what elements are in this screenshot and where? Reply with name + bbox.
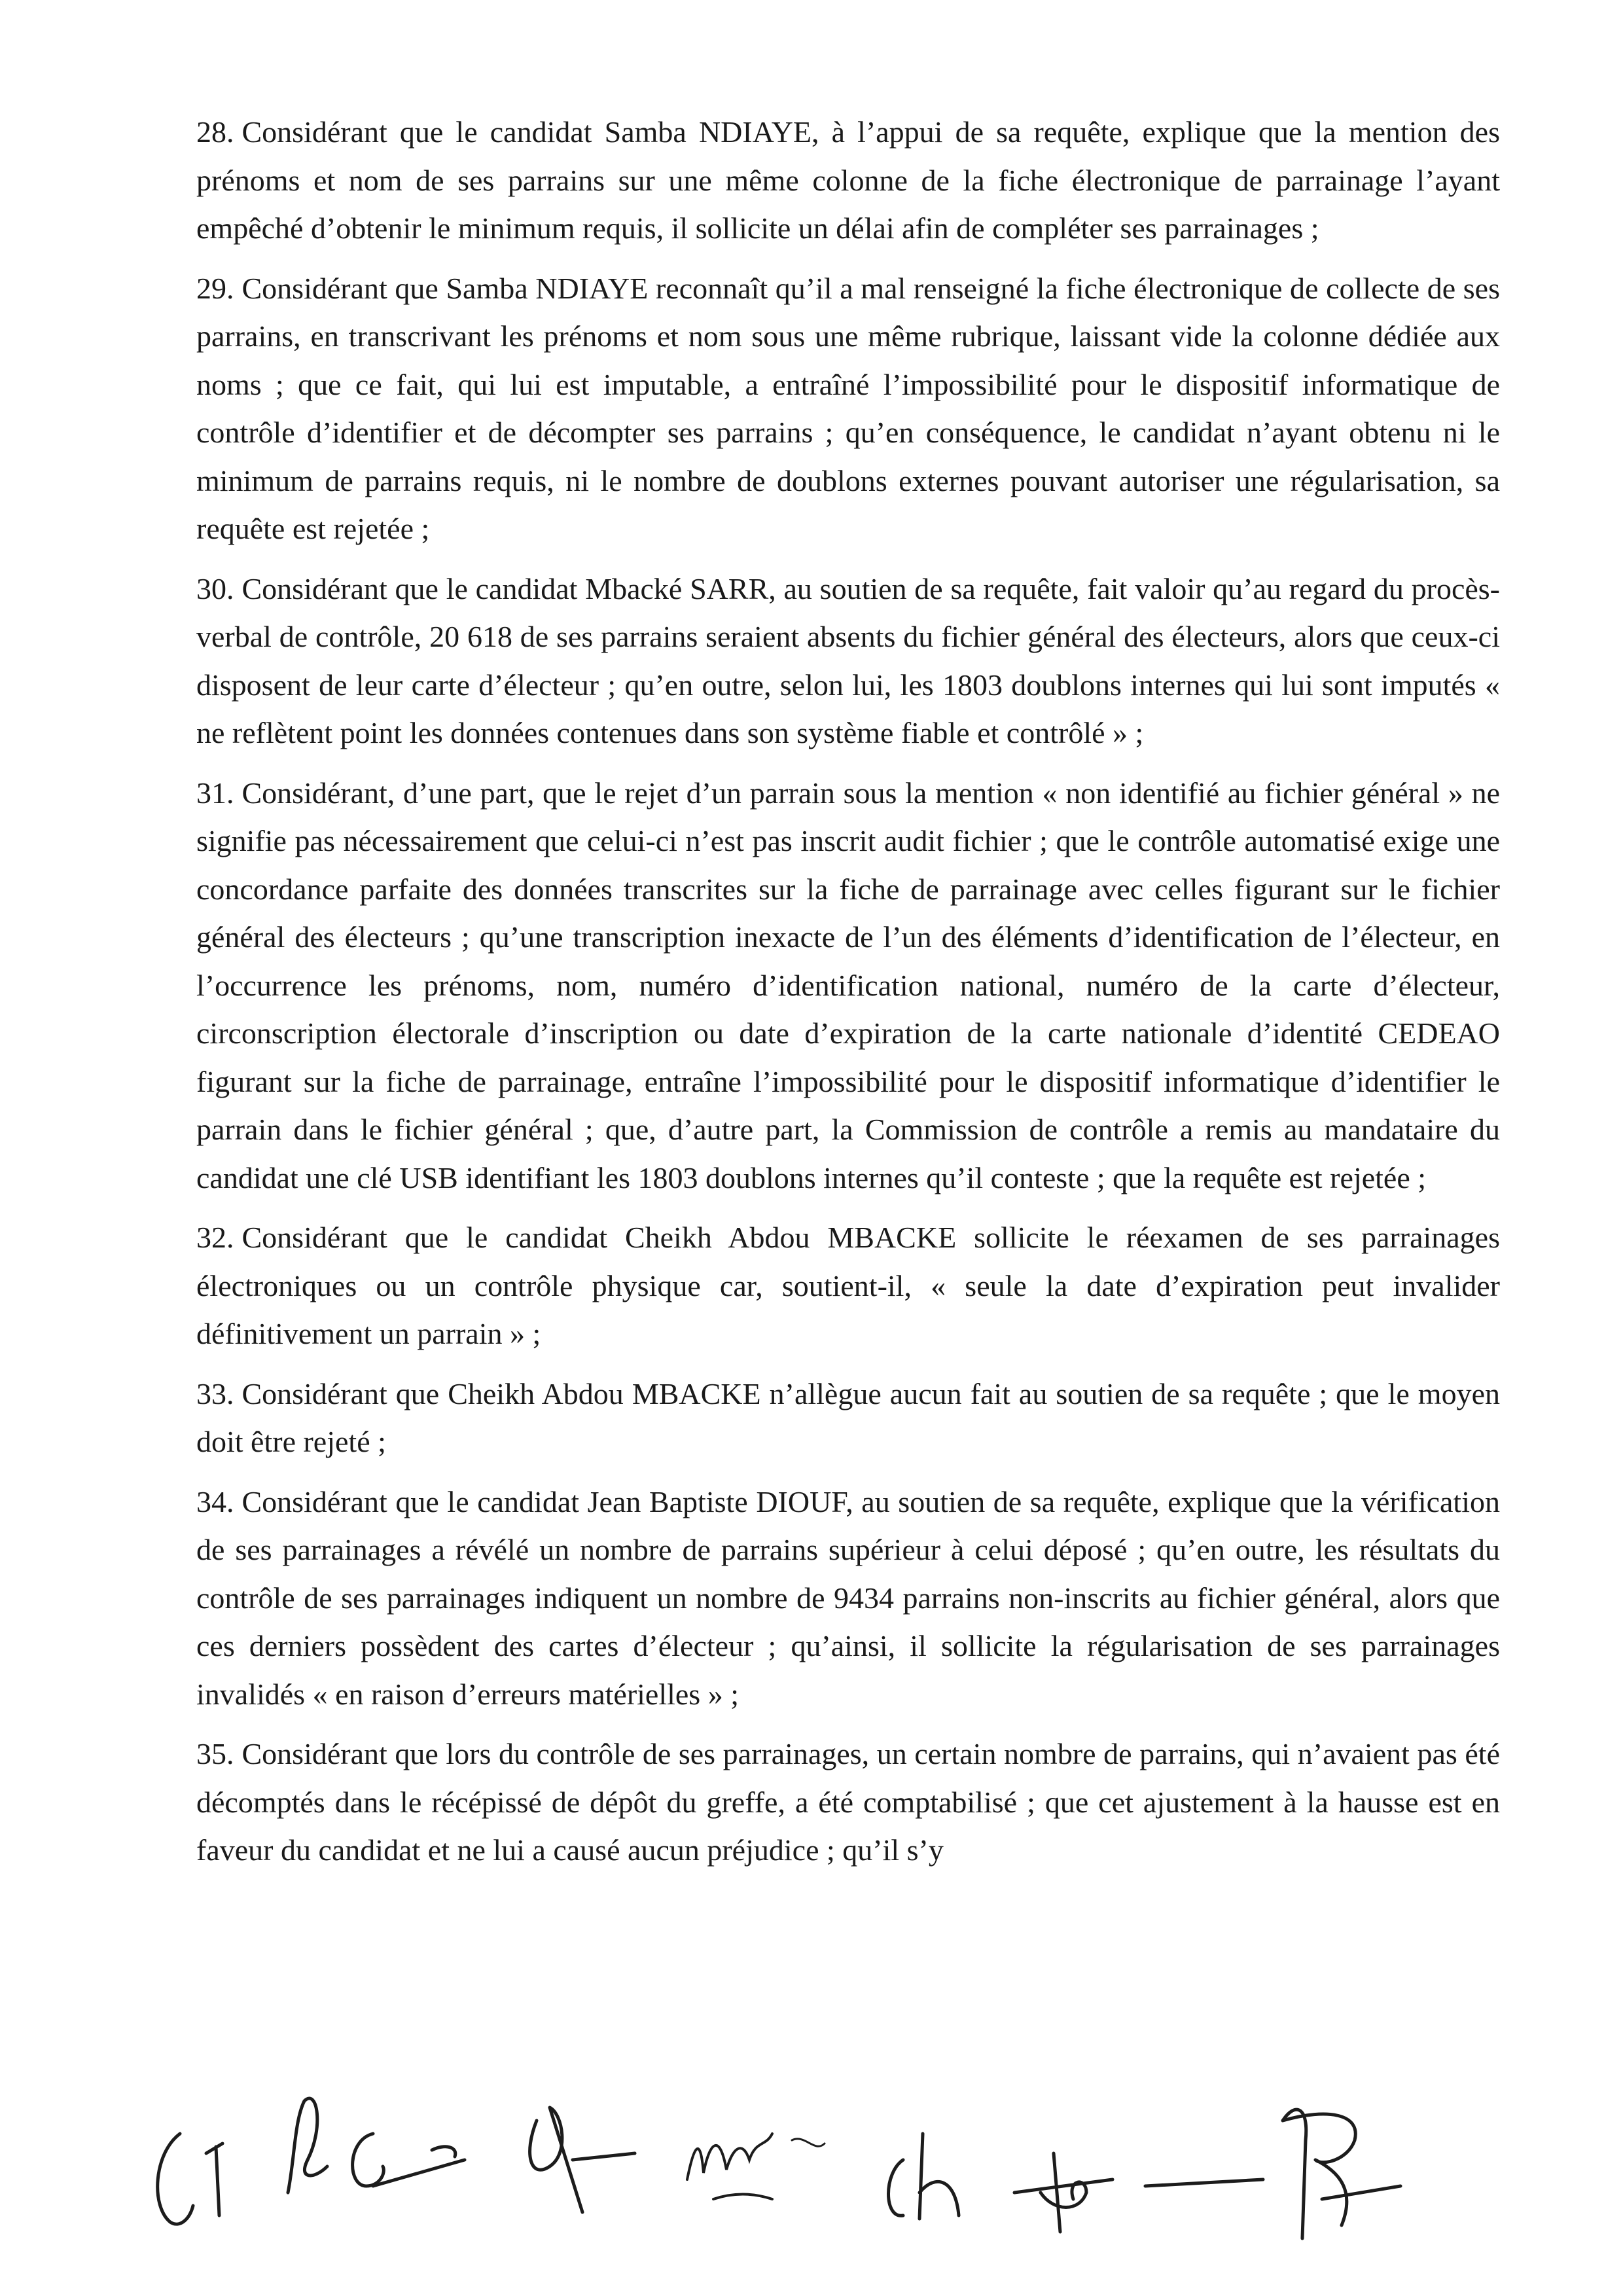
paragraph-number: 28. xyxy=(196,115,234,149)
initials-3 xyxy=(510,2088,648,2232)
paragraph-number: 35. xyxy=(196,1737,234,1770)
paragraph-number: 30. xyxy=(196,571,234,605)
initials-1 xyxy=(141,2108,272,2245)
paragraph-28 xyxy=(196,108,1500,253)
paragraph-text: Considérant que le candidat Samba NDIAYE, à l’appui de sa requête, explique que la mention des prénoms et nom de ses parrains sur une même colonne de la fiche électronique de parrainage l’ayant empêché d’obtenir le minimum requis, il sollicite un délai afin de compléter ses parrainages ; xyxy=(196,115,1500,245)
paragraph-30 xyxy=(196,565,1500,757)
paragraph-31 xyxy=(196,769,1500,1202)
paragraph-text: Considérant, d’une part, que le rejet d’un parrain sous la mention « non identifié au fichier général » ne signifie pas nécessairement que celui-ci n’est pas inscrit audit fichier ; que le contrôle automatisé exige une concordance parfaite des données transcrites sur la fiche de parrainage avec celles figurant sur le fichier général des électeurs ; qu’une transcription inexacte de l’un des éléments d’identification de l’électeur, en l’occurrence les prénoms, nom, numéro d’identification national, numéro de la carte d’électeur, circonscription électorale d’inscription ou date d’expiration de la carte nationale d’identité CEDEAO figurant sur la fiche de parrainage, entraîne l’impossibilité pour le dispositif informatique d’identifier le parrain dans le fichier général ; que, d’autre part, la Commission de contrôle a remis au mandataire du candidat une clé USB identifiant les 1803 doublons internes qu’il conteste ; que la requête est rejetée ; xyxy=(196,776,1500,1194)
paragraph-text: Considérant que le candidat Mbacké SARR, au soutien de sa requête, fait valoir qu’au regard du procès-verbal de contrôle, 20 618 de ses parrains seraient absents du fichier général des électeurs, alors que ceux-ci disposent de leur carte d’électeur ; qu’en outre, selon lui, les 1803 doublons internes qui lui sont imputés « ne reflètent point les données contenues dans son système fiable et contrôlé » ; xyxy=(196,571,1500,749)
initials-5 xyxy=(870,2108,995,2238)
paragraph-text: Considérant que Cheikh Abdou MBACKE n’allègue aucun fait au soutien de sa requête ; que le moyen doit être rejeté ; xyxy=(196,1376,1500,1458)
initials-4 xyxy=(674,2094,844,2225)
initials-8 xyxy=(1243,2081,1414,2251)
paragraph-text: Considérant que lors du contrôle de ses parrainages, un certain nombre de parrains, qui n’avaient pas été décomptés dans le récépissé de dépôt du greffe, a été comptabilisé ; que cet ajustement à la hausse est en faveur du candidat et ne lui a causé aucun préjudice ; qu’il s’y xyxy=(196,1737,1500,1867)
paragraph-number: 34. xyxy=(196,1484,234,1518)
paragraph-text: Considérant que Samba NDIAYE reconnaît qu’il a mal renseigné la fiche électronique de collecte de ses parrains, en transcrivant les prénoms et nom sous une même rubrique, laissant vide la colonne dédiée aux noms ; que ce fait, qui lui est imputable, a entraîné l’impossibilité pour le dispositif informatique de contrôle d’identifier et de décompter ses parrains ; qu’en conséquence, le candidat n’ayant obtenu ni le minimum de parrains requis, ni le nombre de doublons externes pouvant autoriser une régularisation, sa requête est rejetée ; xyxy=(196,271,1500,545)
paragraph-35 xyxy=(196,1730,1500,1874)
paragraph-number: 29. xyxy=(196,271,234,305)
initials-6 xyxy=(1001,2114,1132,2245)
paragraph-32 xyxy=(196,1213,1500,1358)
paragraph-29 xyxy=(196,264,1500,553)
initials-2 xyxy=(268,2081,478,2225)
paragraph-text: Considérant que le candidat Cheikh Abdou MBACKE sollicite le réexamen de ses parrainages électroniques ou un contrôle physique car, soutient-il, « seule la date d’expiration peut invalider définitivement un parrain » ; xyxy=(196,1221,1500,1350)
paragraph-34 xyxy=(196,1478,1500,1719)
paragraph-number: 31. xyxy=(196,776,234,810)
paragraph-33 xyxy=(196,1370,1500,1466)
initials-strip xyxy=(0,2081,1623,2278)
paragraph-text: Considérant que le candidat Jean Baptiste DIOUF, au soutien de sa requête, explique que la vérification de ses parrainages a révélé un nombre de parrains supérieur à celui déposé ; qu’en outre, les résultats du contrôle de ses parrainages indiquent un nombre de 9434 parrains non-inscrits au fichier général, alors que ces derniers possèdent des cartes d’électeur ; qu’ainsi, il sollicite la régularisation de ses parrainages invalidés « en raison d’erreurs matérielles » ; xyxy=(196,1484,1500,1711)
paragraph-number: 33. xyxy=(196,1376,234,1410)
document-body xyxy=(196,108,1500,1886)
paragraph-number: 32. xyxy=(196,1221,234,1254)
